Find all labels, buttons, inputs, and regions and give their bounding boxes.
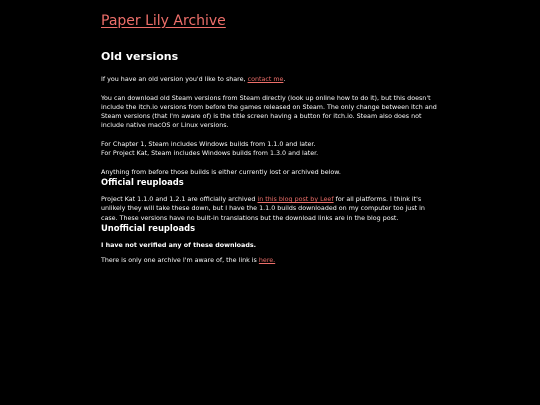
official-paragraph bbox=[101, 195, 441, 223]
intro-paragraph bbox=[101, 75, 441, 84]
intro-text-end: . bbox=[283, 76, 286, 83]
intro-text: If you have an old version you'd like to share, bbox=[101, 76, 248, 83]
contact-link[interactable]: contact me bbox=[247, 76, 284, 83]
official-text: Project Kat 1.1.0 and 1.2.1 are officially archived bbox=[101, 196, 258, 204]
unverified-warning: I have not verified any of these downloads. bbox=[101, 241, 257, 249]
archive-here-link[interactable]: here. bbox=[258, 256, 276, 264]
page-heading: Old versions bbox=[101, 50, 179, 63]
blog-post-link[interactable]: in this blog post by Leef bbox=[257, 196, 334, 204]
lost-builds-paragraph: Anything from before those builds is either currently lost or archived below. bbox=[101, 168, 341, 176]
project-kat-builds-text: For Project Kat, Steam includes Windows builds from 1.3.0 and later. bbox=[101, 150, 319, 158]
unofficial-reuploads-heading: Unofficial reuploads bbox=[101, 222, 196, 233]
unofficial-paragraph bbox=[101, 256, 441, 265]
main-content bbox=[101, 10, 441, 265]
builds-paragraph bbox=[101, 140, 441, 158]
site-title-link[interactable]: Paper Lily Archive bbox=[101, 13, 226, 29]
official-text-end: for all platforms. I think it's unlikely they will take these down, but I have the 1.1.0 builds downloaded on my computer too just in case. These versions have no built-in translations but the download links are in the blog post. bbox=[101, 196, 425, 222]
steam-paragraph: You can download old Steam versions from Steam directly (look up online how to do it), but this doesn't include the itch.io versions from before the games released on Steam. The only change between itch and Steam versions (that I'm aware of) is the title screen having a button for itch.io. Steam also does not include native macOS or Linux versions. bbox=[101, 94, 437, 130]
unofficial-text: There is only one archive I'm aware of, the link is bbox=[101, 256, 259, 264]
official-reuploads-heading: Official reuploads bbox=[101, 177, 184, 188]
chapter1-builds-text: For Chapter 1, Steam includes Windows builds from 1.1.0 and later. bbox=[101, 141, 316, 149]
